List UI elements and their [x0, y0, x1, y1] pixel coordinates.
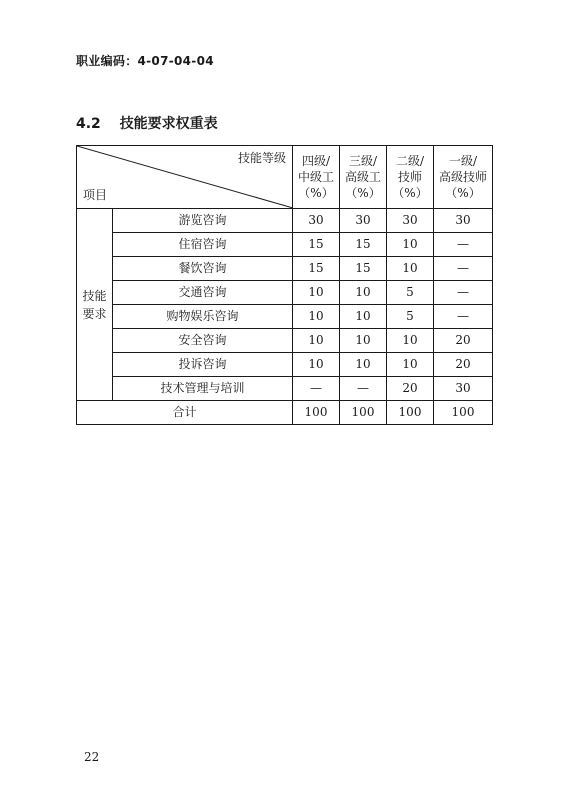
total-value: 100 — [293, 401, 340, 425]
corner-cell — [77, 146, 293, 209]
table-row — [77, 353, 493, 377]
cell-value: 20 — [434, 329, 493, 353]
cell-value: 30 — [340, 209, 387, 233]
cell-value: 10 — [387, 257, 434, 281]
cell-value: 10 — [340, 305, 387, 329]
row-name: 技术管理与培训 — [113, 377, 293, 401]
section-number: 4.2 — [76, 116, 101, 132]
table-header-row — [77, 146, 493, 209]
corner-bottom-label: 项目 — [83, 188, 108, 202]
cell-value: — — [434, 305, 493, 329]
table-row — [77, 305, 493, 329]
cell-value: 10 — [387, 353, 434, 377]
cell-value: 15 — [340, 233, 387, 257]
cell-value: — — [340, 377, 387, 401]
cell-value: 15 — [340, 257, 387, 281]
cell-value: 30 — [434, 209, 493, 233]
cell-value: — — [293, 377, 340, 401]
cell-value: 10 — [293, 353, 340, 377]
cell-value: 10 — [387, 329, 434, 353]
row-name: 住宿咨询 — [113, 233, 293, 257]
cell-value: 20 — [387, 377, 434, 401]
cell-value: 10 — [340, 329, 387, 353]
cell-value: 20 — [434, 353, 493, 377]
cell-value: 15 — [293, 257, 340, 281]
occupation-code: 职业编码：4-07-04-04 — [76, 54, 214, 68]
cell-value: 15 — [293, 233, 340, 257]
table-row — [77, 209, 493, 233]
cell-value: 10 — [387, 233, 434, 257]
cell-value: — — [434, 233, 493, 257]
row-name: 投诉咨询 — [113, 353, 293, 377]
skill-weight-table — [76, 145, 493, 425]
table-row — [77, 257, 493, 281]
total-value: 100 — [340, 401, 387, 425]
corner-top-label: 技能等级 — [237, 151, 286, 165]
row-name: 交通咨询 — [113, 281, 293, 305]
cell-value: — — [434, 281, 493, 305]
total-value: 100 — [434, 401, 493, 425]
cell-value: 30 — [293, 209, 340, 233]
table-row — [77, 377, 493, 401]
cell-value: 30 — [434, 377, 493, 401]
row-name: 安全咨询 — [113, 329, 293, 353]
page-number: 22 — [84, 750, 100, 764]
level-header: 一级/ 高级技师 （%） — [434, 146, 493, 209]
cell-value: 10 — [340, 281, 387, 305]
cell-value: 30 — [387, 209, 434, 233]
table-row — [77, 281, 493, 305]
level-header: 二级/ 技师 （%） — [387, 146, 434, 209]
section-title — [76, 113, 218, 133]
category-cell: 技能 要求 — [77, 209, 113, 401]
level-header: 三级/ 高级工 （%） — [340, 146, 387, 209]
table-row — [77, 329, 493, 353]
total-row — [77, 401, 493, 425]
section-title-text: 技能要求权重表 — [119, 116, 218, 132]
cell-value: 10 — [293, 305, 340, 329]
row-name: 购物娱乐咨询 — [113, 305, 293, 329]
cell-value: 10 — [340, 353, 387, 377]
row-name: 餐饮咨询 — [113, 257, 293, 281]
total-label: 合计 — [77, 401, 293, 425]
cell-value: 5 — [387, 281, 434, 305]
cell-value: — — [434, 257, 493, 281]
table-row — [77, 233, 493, 257]
level-header: 四级/ 中级工 （%） — [293, 146, 340, 209]
cell-value: 10 — [293, 281, 340, 305]
row-name: 游览咨询 — [113, 209, 293, 233]
cell-value: 5 — [387, 305, 434, 329]
total-value: 100 — [387, 401, 434, 425]
cell-value: 10 — [293, 329, 340, 353]
